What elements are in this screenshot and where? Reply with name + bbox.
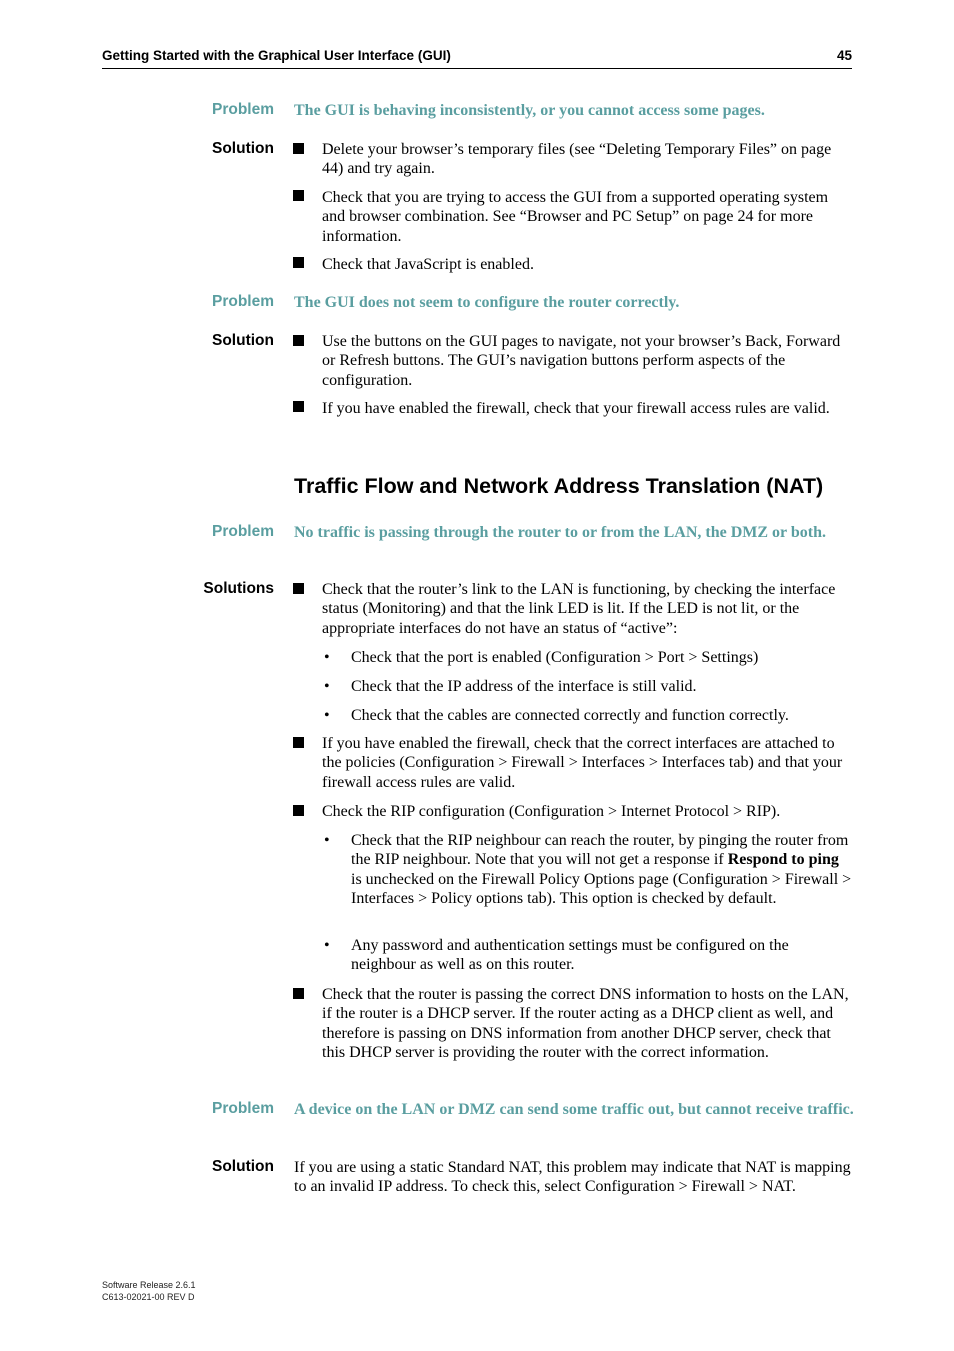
header-title: Getting Started with the Graphical User Interface (GUI) xyxy=(102,48,451,63)
problem-text: A device on the LAN or DMZ can send some traffic out, but cannot receive traffic. xyxy=(294,1101,854,1118)
sub-item: Check that the IP address of the interface is still valid. xyxy=(351,678,697,695)
sub-item xyxy=(351,831,853,908)
solution-item: Check that the router is passing the correct DNS information to hosts on the LAN, if the router is a DHCP server. If the router acting as a DHCP client as well, and therefore is passing on DNS information from another DHCP server, check that this DHCP server is providing the router with the correct information. xyxy=(322,986,849,1061)
bullet-dot-icon: • xyxy=(324,937,330,954)
square-bullet-icon xyxy=(293,986,304,1005)
square-bullet-icon xyxy=(293,803,304,822)
page-footer xyxy=(102,1280,196,1303)
square-bullet-icon xyxy=(293,255,304,274)
sub-item: Check that the port is enabled (Configuration > Port > Settings) xyxy=(351,649,759,666)
problem-label: Problem xyxy=(211,293,274,310)
solution-text: If you are using a static Standard NAT, this problem may indicate that NAT is mapping to an invalid IP address. To check this, select Configuration > Firewall > NAT. xyxy=(294,1159,851,1196)
solution-item: Check the RIP configuration (Configuration > Internet Protocol > RIP). xyxy=(322,803,781,820)
problem-text: The GUI does not seem to configure the router correctly. xyxy=(294,294,680,311)
square-bullet-icon xyxy=(293,188,304,207)
footer-doc-number: C613-02021-00 REV D xyxy=(102,1291,195,1302)
page-header xyxy=(102,48,852,69)
solution-label: Solution xyxy=(212,332,274,349)
page-number: 45 xyxy=(836,48,852,63)
sub-item-text: Check that the RIP neighbour can reach the router, by pinging the router from the RIP neighbour. Note that you will not get a response if xyxy=(351,832,849,869)
solutions-label: Solutions xyxy=(203,580,274,597)
problem-text: No traffic is passing through the router to or from the LAN, the DMZ or both. xyxy=(294,524,826,541)
solution-item: Delete your browser’s temporary files (see “Deleting Temporary Files” on page 44) and try again. xyxy=(322,141,832,178)
section-heading: Traffic Flow and Network Address Translation (NAT) xyxy=(294,474,824,498)
bullet-dot-icon: • xyxy=(324,649,330,666)
square-bullet-icon xyxy=(293,581,304,600)
solution-item: Use the buttons on the GUI pages to navigate, not your browser’s Back, Forward or Refresh buttons. The GUI’s navigation buttons perform aspects of the configuration. xyxy=(322,333,841,389)
sub-item: Check that the cables are connected correctly and function correctly. xyxy=(351,707,789,724)
solution-item: If you have enabled the firewall, check that the correct interfaces are attached to the policies (Configuration > Firewall > Interfaces > Interfaces tab) and that your firewall access rules are valid. xyxy=(322,735,843,791)
bullet-dot-icon: • xyxy=(324,707,330,724)
square-bullet-icon xyxy=(293,141,304,160)
square-bullet-icon xyxy=(293,399,304,418)
solution-item: If you have enabled the firewall, check that your firewall access rules are valid. xyxy=(322,400,830,417)
problem-label: Problem xyxy=(211,523,274,540)
bullet-dot-icon: • xyxy=(324,678,330,695)
square-bullet-icon xyxy=(293,333,304,352)
square-bullet-icon xyxy=(293,735,304,754)
solution-item: Check that you are trying to access the GUI from a supported operating system and browser combination. See “Browser and PC Setup” on page 24 for more information. xyxy=(322,189,829,245)
problem-label: Problem xyxy=(211,1100,274,1117)
solution-item: Check that JavaScript is enabled. xyxy=(322,256,534,273)
sub-item-text: is unchecked on the Firewall Policy Options page (Configuration > Firewall > Interfaces > Policy options tab). This option is checked by default. xyxy=(351,870,852,907)
solution-label: Solution xyxy=(212,140,274,157)
solution-item: Check that the router’s link to the LAN is functioning, by checking the interface status (Monitoring) and that the link LED is lit. If the LED is not lit, or the appropriate interfaces do not have an status of “active”: xyxy=(322,581,836,637)
solution-label: Solution xyxy=(212,1158,274,1175)
footer-release: Software Release 2.6.1 xyxy=(102,1280,196,1290)
sub-item: Any password and authentication settings must be configured on the neighbour as well as on this router. xyxy=(351,937,789,974)
respond-to-ping-term: Respond to ping xyxy=(727,851,839,869)
problem-label: Problem xyxy=(211,101,274,118)
problem-text: The GUI is behaving inconsistently, or you cannot access some pages. xyxy=(294,102,765,119)
bullet-dot-icon: • xyxy=(324,832,330,849)
